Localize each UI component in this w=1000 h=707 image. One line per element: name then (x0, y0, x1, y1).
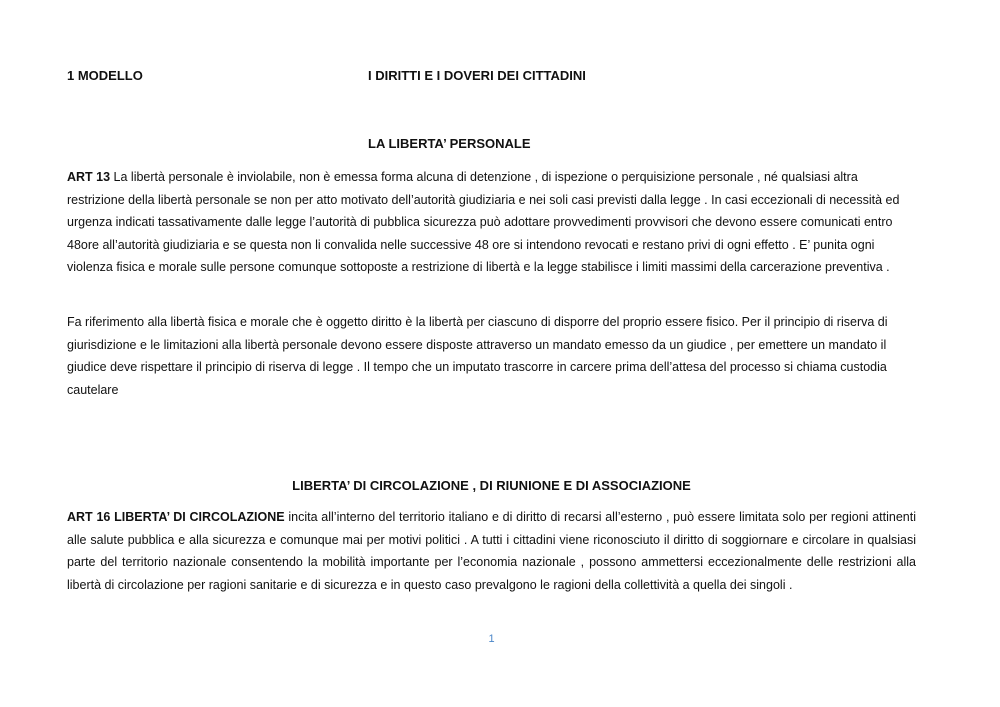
section-title-personal-liberty: LA LIBERTA’ PERSONALE (368, 136, 531, 151)
article-16-paragraph (67, 506, 916, 596)
section-title-circulation: LIBERTA’ DI CIRCOLAZIONE , DI RIUNIONE E DI ASSOCIAZIONE (292, 478, 691, 493)
header-model-label: 1 MODELLO (67, 68, 143, 83)
page-number: 1 (488, 633, 495, 645)
article-13-label: ART 13 (67, 170, 111, 184)
document-title: I DIRITTI E I DOVERI DEI CITTADINI (368, 68, 586, 83)
article-16-text: incita all’interno del territorio italiano e di diritto di recarsi all’esterno , può essere limitata solo per regioni attinenti alle salute pubblica e alla sicurezza e comunque mai per motivi politici . A tutti i cittadini viene riconosciuto il diritto di soggiornare e circolare in qualsiasi parte del territorio nazionale consentendo la mobilità importante per l’economia nazionale , possono ammettersi eccezionalmente delle restrizioni alla libertà di circolazione per ragioni sanitarie e di sicurezza e in questo caso prevalgono le ragioni della collettività a quella dei singoli . (67, 510, 916, 592)
article-16-label: ART 16 LIBERTA’ DI CIRCOLAZIONE (67, 510, 285, 524)
article-13-text: La libertà personale è inviolabile, non è emessa forma alcuna di detenzione , di ispezione o perquisizione personale , né qualsiasi altra restrizione della libertà personale se non per atto motivato dell’autorità giudiziaria e nei soli casi previsti dalla legge . In casi eccezionali di necessità ed urgenza indicati tassativamente dalle legge l’autorità di pubblica sicurezza può adottare provvedimenti provvisori che devono essere comunicati entro 48ore all’autorità giudiziaria e se questa non li convalida nelle successive 48 ore si intendono revocati e restano privi di ogni effetto . E’ punita ogni violenza fisica e morale sulle persone comunque sottoposte a restrizione di libertà e la legge stabilisce i limiti massimi della carcerazione preventiva . (67, 170, 900, 275)
personal-liberty-commentary: Fa riferimento alla libertà fisica e morale che è oggetto diritto è la libertà per ciascuno di disporre del proprio essere fisico. Per il principio di riserva di giurisdizione e le limitazioni alla libertà personale devono essere disposte attraverso un mandato emesso da un giudice , per emettere un mandato il giudice deve rispettare il principio di riserva di legge . Il tempo che un imputato trascorre in carcere prima dell’attesa del processo si chiama custodia cautelare (67, 315, 888, 397)
article-13-paragraph (67, 166, 916, 279)
